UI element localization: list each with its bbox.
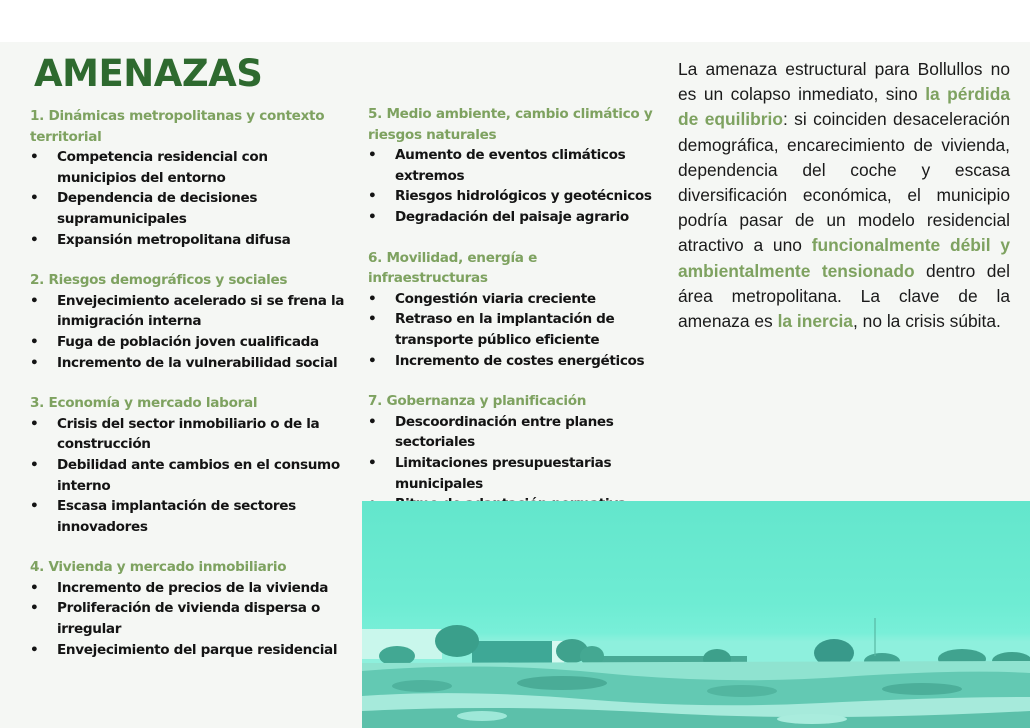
section-demographic-risks [30, 270, 350, 373]
section-heading: 7. Gobernanza y planificación [368, 393, 587, 410]
list-item: • Limitaciones presupuestarias municipales [368, 454, 612, 492]
bullet-icon: • [30, 292, 39, 309]
bullet-icon: • [368, 352, 377, 369]
bullet-list [368, 289, 658, 371]
list-item: • Proliferación de vivienda dispersa o irregular [30, 600, 320, 638]
bullet-list [30, 291, 350, 373]
section-mobility-energy [368, 248, 658, 372]
section-heading: 1. Dinámicas metropolitanas y contexto territorial [30, 108, 325, 145]
bullet-icon: • [368, 147, 377, 164]
list-item: • Envejecimiento acelerado si se frena la inmigración interna [30, 292, 345, 330]
list-item: • Envejecimiento del parque residencial [30, 640, 350, 661]
section-environment-climate [368, 104, 658, 228]
list-item: • Debilidad ante cambios en el consumo interno [30, 456, 340, 494]
bullet-icon: • [368, 454, 377, 471]
list-item: • Congestión viaria creciente [368, 289, 658, 310]
highlight-text: la pérdida de equilibrio [678, 84, 1010, 130]
list-item: • Expansión metropolitana difusa [30, 230, 350, 251]
list-item: • Descoordinación entre planes sectoriales [368, 413, 614, 451]
list-item: • Riesgos hidrológicos y geotécnicos [368, 186, 658, 207]
list-item: • Escasa implantación de sectores innovadores [30, 498, 296, 535]
section-heading: 6. Movilidad, energía e infraestructuras [368, 249, 538, 287]
bullet-list [30, 147, 350, 250]
list-item: • Crisis del sector inmobiliario o de la construcción [30, 415, 320, 453]
bullet-icon: • [30, 149, 39, 166]
bullet-icon: • [30, 579, 39, 596]
bullet-icon: • [30, 498, 39, 515]
highlight-text: la inercia [777, 311, 853, 332]
list-item: • Retraso en la implantación de transporte público eficiente [368, 311, 615, 348]
bullet-icon: • [30, 190, 39, 207]
list-item: • Incremento de la vulnerabilidad social [30, 353, 350, 374]
threats-column-middle [368, 104, 658, 535]
section-economy-labour [30, 393, 350, 537]
bullet-icon: • [368, 208, 377, 225]
bullet-icon: • [30, 354, 39, 371]
section-housing-market [30, 557, 350, 660]
bullet-icon: • [30, 333, 39, 350]
list-item: • Dependencia de decisiones supramunicipales [30, 190, 258, 227]
list-item: • Incremento de precios de la vivienda [30, 578, 350, 599]
list-item: • Incremento de costes energéticos [368, 351, 658, 372]
bullet-icon: • [30, 456, 39, 473]
list-item: • Aumento de eventos climáticos extremos [368, 147, 626, 184]
section-governance-planning [368, 391, 658, 515]
bullet-list [30, 414, 350, 538]
section-heading: 3. Economía y mercado laboral [30, 395, 258, 412]
bullet-icon: • [30, 600, 39, 617]
bullet-icon: • [30, 231, 39, 248]
list-item: • Degradación del paisaje agrario [368, 207, 658, 228]
bullet-icon: • [368, 188, 377, 205]
bullet-list [368, 412, 658, 515]
section-heading: 2. Riesgos demográficos y sociales [30, 272, 288, 289]
list-item: • Fuga de población joven cualificada [30, 332, 350, 353]
bullet-icon: • [368, 290, 377, 307]
bullet-icon: • [368, 311, 377, 328]
bullet-icon: • [368, 413, 377, 430]
section-metropolitan-dynamics [30, 106, 350, 250]
bullet-list [30, 578, 350, 660]
summary-paragraph: La amenaza estructural para Bollullos no es un colapso inmediato, sino la pérdida de equilibrio: si coinciden desaceleración demográfica, encarecimiento de vivienda, dependencia del coche y escasa diversificación económica, el municipio podría pasar de un modelo residencial atractivo a uno funcionalmente débil y ambientalmente tensionado dentro del área metropolitana. La clave de la amenaza es la inercia, no la crisis súbita. [678, 59, 1010, 332]
landscape-photo [362, 501, 1030, 728]
highlight-text: funcionalmente débil y ambientalmente tensionado [678, 235, 1010, 281]
threats-column-left [30, 106, 350, 680]
bullet-icon: • [30, 415, 39, 432]
section-heading: 4. Vivienda y mercado inmobiliario [30, 559, 287, 576]
page-title: AMENAZAS [34, 52, 263, 95]
bullet-list [368, 145, 658, 227]
bullet-icon: • [30, 641, 39, 658]
list-item: • Competencia residencial con municipios del entorno [30, 149, 268, 186]
section-heading: 5. Medio ambiente, cambio climático y riesgos naturales [368, 106, 653, 143]
landscape-image-icon [362, 501, 1030, 728]
